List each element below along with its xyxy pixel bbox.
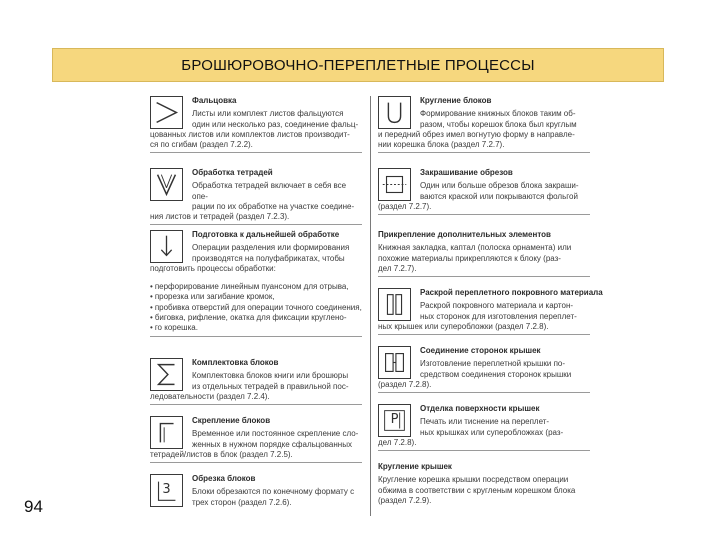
entry-edge-fixing bbox=[378, 168, 590, 215]
entry-title: Закрашивание обрезов bbox=[420, 168, 513, 177]
entry-binding bbox=[150, 416, 362, 463]
entry-text-cont: (раздел 7.2.7). bbox=[378, 201, 432, 211]
title-bar bbox=[52, 48, 664, 82]
list-item: • прорезка или загибание кромок, bbox=[150, 292, 362, 302]
list-item: • го корешка. bbox=[150, 323, 362, 333]
entry-title: Кругление блоков bbox=[420, 96, 492, 105]
entry-title: Соединение сторонок крышек bbox=[420, 346, 541, 355]
sigma-icon bbox=[150, 358, 183, 391]
entry-title: Скрепление блоков bbox=[192, 416, 271, 425]
bullet-list bbox=[150, 282, 362, 333]
binding-icon bbox=[150, 416, 183, 449]
entry-title: Кругление крышек bbox=[378, 462, 452, 471]
separator bbox=[378, 214, 590, 215]
edge-fix-icon bbox=[378, 168, 411, 201]
entry-case-rounding bbox=[378, 462, 590, 506]
rounding-icon bbox=[378, 96, 411, 129]
separator bbox=[378, 334, 590, 335]
entry-text-cont: подготовить процессы обработки: bbox=[150, 263, 276, 273]
entry-text: Формирование книжных блоков таким об- разом, чтобы корешок блока был круглым bbox=[420, 109, 577, 129]
trim-three-icon: 3 bbox=[150, 474, 183, 507]
entry-case-joining bbox=[378, 346, 590, 393]
case-join-icon bbox=[378, 346, 411, 379]
page-title: БРОШЮРОВОЧНО-ПЕРЕПЛЕТНЫЕ ПРОЦЕССЫ bbox=[181, 56, 535, 74]
entry-cover-cutting bbox=[378, 288, 603, 335]
entry-title: Подготовка к дальнейшей обработке bbox=[192, 230, 340, 239]
entry-folding bbox=[150, 96, 362, 153]
entry-text: Печать или тиснение на переплет- ных крышках или суперобложках (раз- bbox=[420, 417, 564, 437]
entry-title: Обрезка блоков bbox=[192, 474, 256, 483]
process-catalog bbox=[150, 94, 695, 522]
separator bbox=[378, 450, 590, 451]
separator bbox=[150, 336, 362, 337]
entry-text: Один или больше обрезов блока закраши- ваются краской или покрываются фольгой bbox=[420, 181, 579, 201]
page-number: 94 bbox=[24, 497, 43, 516]
entry-text: Временное или постоянное скрепление сло- женных в нужном порядке сфальцованных bbox=[192, 429, 359, 449]
separator bbox=[150, 152, 362, 153]
entry-title: Фальцовка bbox=[192, 96, 237, 105]
entry-text-cont: цованных листов или комплектов листов производит- ся по сгибам (раздел 7.2.2). bbox=[150, 129, 350, 150]
entry-text: Операции разделения или формирования производятся на полуфабрикатах, чтобы bbox=[192, 243, 350, 263]
arrow-down-icon bbox=[150, 230, 183, 263]
entry-section-processing bbox=[150, 168, 362, 225]
separator bbox=[150, 404, 362, 405]
entry-title: Раскрой переплетного покровного материала bbox=[420, 288, 603, 297]
entry-title: Комплектовка блоков bbox=[192, 358, 279, 367]
entry-text: Раскрой покровного материала и картон- ных сторонок для изготовления переплет- bbox=[420, 301, 577, 321]
entry-text: Блоки обрезаются по конечному формату с трех сторон (раздел 7.2.6). bbox=[192, 487, 355, 507]
separator bbox=[378, 392, 590, 393]
entry-text: Листы или комплект листов фальцуются один или несколько раз, соединение фальц- bbox=[192, 109, 359, 129]
separator bbox=[378, 276, 590, 277]
entry-text-cont: дел 7.2.8). bbox=[378, 437, 417, 447]
entry-text: Изготовление переплетной крышки по- средством соединения сторонок крышки bbox=[420, 359, 572, 379]
cover-cut-icon bbox=[378, 288, 411, 321]
separator bbox=[150, 462, 362, 463]
list-item: • пробивка отверстий для операции точного соединения, bbox=[150, 303, 362, 313]
entry-text: Обработка тетрадей включает в себя все опе- рации по их обработке на участке соедине- bbox=[192, 181, 355, 211]
entry-text-cont: тетрадей/листов в блок (раздел 7.2.5). bbox=[150, 449, 293, 459]
entry-attachment bbox=[378, 230, 590, 277]
entry-preparation bbox=[150, 230, 362, 337]
entry-rounding bbox=[378, 96, 590, 153]
entry-text: Кругление корешка крышки посредством операции обжима в соответствии с кругленым корешком блока (раздел 7.2.9). bbox=[378, 475, 576, 505]
folding-icon bbox=[150, 96, 183, 129]
entry-text: Комплектовка блоков книги или брошюры из отдельных тетрадей в правильной пос- bbox=[192, 371, 349, 391]
entry-trimming bbox=[150, 474, 362, 508]
entry-case-finishing bbox=[378, 404, 590, 451]
entry-text-cont: ных крышек или суперобложки (раздел 7.2.8). bbox=[378, 321, 549, 331]
entry-text-cont: ния листов и тетрадей (раздел 7.2.3). bbox=[150, 212, 290, 222]
separator bbox=[378, 152, 590, 153]
list-item: • биговка, рифление, окатка для фиксации круглено- bbox=[150, 313, 362, 323]
entry-text-cont: ледовательности (раздел 7.2.4). bbox=[150, 391, 270, 401]
entry-text-cont: и передний обрез имел вогнутую форму в направле- нии корешка блока (раздел 7.2.7). bbox=[378, 129, 575, 150]
list-item: • перфорирование линейным пуансоном для отрыва, bbox=[150, 282, 362, 292]
entry-gathering bbox=[150, 358, 362, 405]
entry-title: Обработка тетрадей bbox=[192, 168, 273, 177]
separator bbox=[150, 224, 362, 225]
entry-text-cont: (раздел 7.2.8). bbox=[378, 379, 432, 389]
case-finish-icon: P bbox=[378, 404, 411, 437]
entry-title: Отделка поверхности крышек bbox=[420, 404, 540, 413]
entry-text: Книжная закладка, каптал (полоска орнамента) или похожие материалы прикрепляются к блоку (раз- дел 7.2.7). bbox=[378, 243, 572, 273]
column-divider bbox=[370, 96, 371, 516]
entry-title: Прикрепление дополнительных элементов bbox=[378, 230, 551, 239]
section-icon bbox=[150, 168, 183, 201]
